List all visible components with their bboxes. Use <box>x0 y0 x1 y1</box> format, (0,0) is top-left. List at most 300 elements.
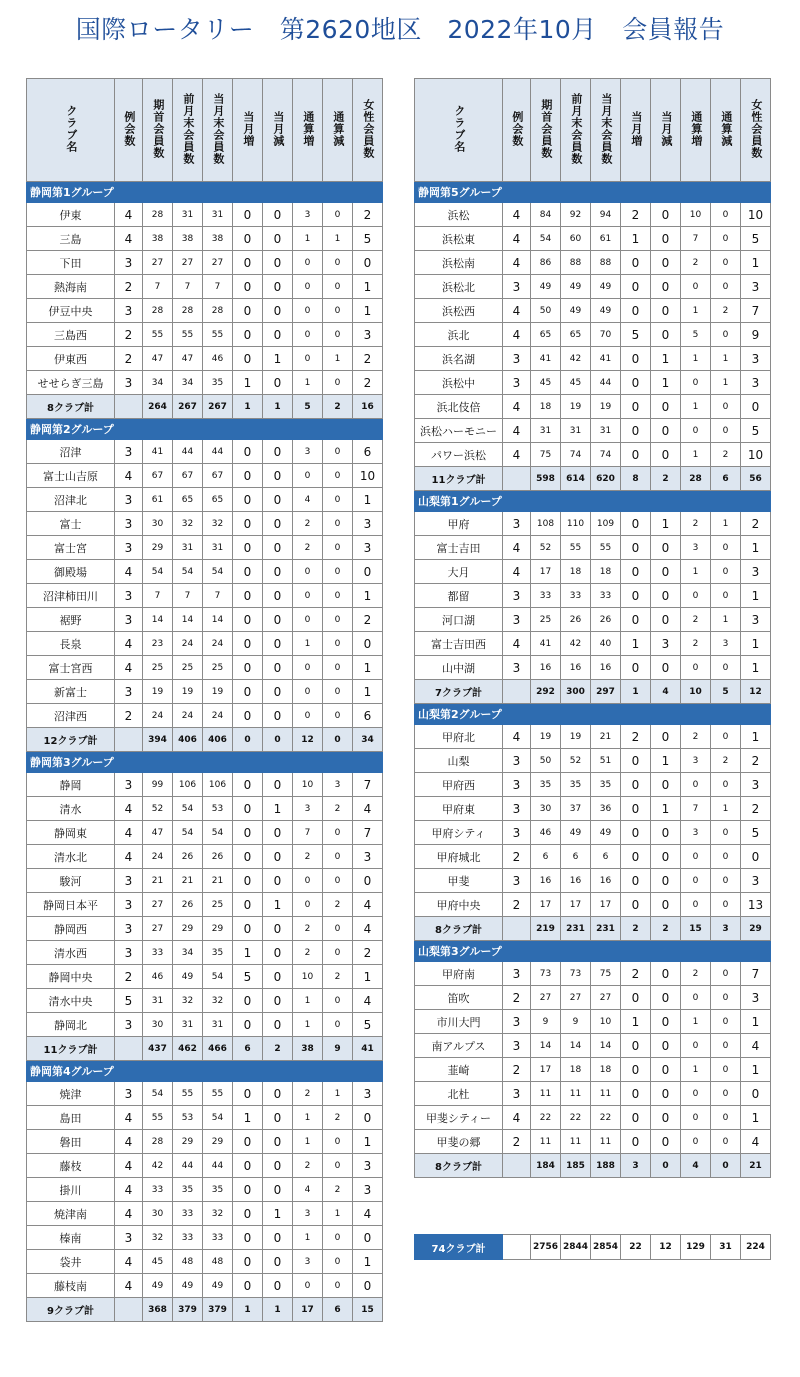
total-decrease: 3 <box>711 632 741 656</box>
female-members: 5 <box>353 1013 383 1037</box>
subtotal-month-decrease: 0 <box>651 1154 681 1178</box>
start-members: 14 <box>531 1034 561 1058</box>
month-decrease: 0 <box>263 536 293 560</box>
meetings: 4 <box>115 203 143 227</box>
subtotal-month-end-members: 466 <box>203 1037 233 1061</box>
month-decrease: 0 <box>651 275 681 299</box>
meetings: 4 <box>115 845 143 869</box>
total-increase: 0 <box>681 773 711 797</box>
header-prev-month-members <box>561 79 591 182</box>
month-decrease: 3 <box>651 632 681 656</box>
month-end-members: 18 <box>591 560 621 584</box>
month-decrease: 0 <box>651 893 681 917</box>
start-members: 27 <box>143 893 173 917</box>
total-increase: 7 <box>293 821 323 845</box>
meetings: 4 <box>503 203 531 227</box>
total-decrease: 2 <box>323 893 353 917</box>
female-members: 1 <box>353 584 383 608</box>
total-decrease: 0 <box>323 1250 353 1274</box>
total-increase: 0 <box>293 323 323 347</box>
subtotal-female-members: 15 <box>353 1298 383 1322</box>
club-name: 沼津柿田川 <box>27 584 115 608</box>
prev-month-members: 14 <box>173 608 203 632</box>
start-members: 19 <box>143 680 173 704</box>
month-end-members: 109 <box>591 512 621 536</box>
table-row <box>27 656 383 680</box>
subtotal-start-members: 219 <box>531 917 561 941</box>
female-members: 6 <box>353 440 383 464</box>
month-decrease: 0 <box>263 704 293 728</box>
start-members: 47 <box>143 821 173 845</box>
month-decrease: 0 <box>263 773 293 797</box>
female-members: 1 <box>353 656 383 680</box>
female-members: 4 <box>741 1130 771 1154</box>
month-end-members: 54 <box>203 821 233 845</box>
month-decrease: 0 <box>651 323 681 347</box>
club-name: せせらぎ三島 <box>27 371 115 395</box>
month-end-members: 25 <box>203 893 233 917</box>
start-members: 99 <box>143 773 173 797</box>
month-decrease: 0 <box>263 371 293 395</box>
start-members: 6 <box>531 845 561 869</box>
table-row <box>27 893 383 917</box>
club-name: 甲府東 <box>415 797 503 821</box>
club-name: 伊東 <box>27 203 115 227</box>
female-members: 4 <box>353 797 383 821</box>
subtotal-total-decrease: 6 <box>711 467 741 491</box>
header-total-decrease <box>711 79 741 182</box>
total-increase: 2 <box>681 608 711 632</box>
subtotal-prev-month-members: 231 <box>561 917 591 941</box>
meetings: 4 <box>115 797 143 821</box>
month-increase: 0 <box>233 275 263 299</box>
table-row <box>415 1058 771 1082</box>
club-name: 浜松 <box>415 203 503 227</box>
month-end-members: 65 <box>203 488 233 512</box>
subtotal-month-decrease: 4 <box>651 680 681 704</box>
total-increase: 1 <box>293 989 323 1013</box>
meetings: 3 <box>115 773 143 797</box>
month-increase: 0 <box>621 845 651 869</box>
club-name: 韮崎 <box>415 1058 503 1082</box>
month-increase: 0 <box>233 227 263 251</box>
total-increase: 0 <box>293 608 323 632</box>
start-members: 24 <box>143 704 173 728</box>
month-end-members: 54 <box>203 1106 233 1130</box>
month-end-members: 24 <box>203 632 233 656</box>
prev-month-members: 7 <box>173 584 203 608</box>
meetings: 4 <box>115 1130 143 1154</box>
total-decrease: 0 <box>711 1082 741 1106</box>
subtotal-total-increase: 38 <box>293 1037 323 1061</box>
start-members: 11 <box>531 1130 561 1154</box>
prev-month-members: 53 <box>173 1106 203 1130</box>
meetings: 4 <box>115 1106 143 1130</box>
meetings: 4 <box>115 656 143 680</box>
total-decrease: 0 <box>323 1013 353 1037</box>
total-increase: 0 <box>681 893 711 917</box>
prev-month-members: 29 <box>173 917 203 941</box>
meetings: 4 <box>115 632 143 656</box>
start-members: 21 <box>143 869 173 893</box>
total-decrease: 0 <box>711 893 741 917</box>
table-row <box>27 299 383 323</box>
female-members: 4 <box>353 1202 383 1226</box>
table-row <box>415 536 771 560</box>
female-members: 2 <box>741 512 771 536</box>
female-members: 13 <box>741 893 771 917</box>
total-decrease: 0 <box>323 821 353 845</box>
meetings: 4 <box>503 323 531 347</box>
table-row <box>415 632 771 656</box>
total-increase: 2 <box>681 632 711 656</box>
table-row <box>27 1274 383 1298</box>
table-row <box>27 584 383 608</box>
total-increase: 0 <box>293 299 323 323</box>
total-increase: 1 <box>681 1010 711 1034</box>
club-name: 御殿場 <box>27 560 115 584</box>
club-name: 清水西 <box>27 941 115 965</box>
header-female-members <box>741 79 771 182</box>
meetings: 3 <box>503 656 531 680</box>
start-members: 46 <box>531 821 561 845</box>
total-decrease: 0 <box>711 656 741 680</box>
prev-month-members: 33 <box>173 1226 203 1250</box>
table-row <box>415 962 771 986</box>
month-increase: 0 <box>621 1130 651 1154</box>
female-members: 6 <box>353 704 383 728</box>
month-decrease: 0 <box>651 773 681 797</box>
month-end-members: 106 <box>203 773 233 797</box>
female-members: 1 <box>353 680 383 704</box>
club-name: 焼津 <box>27 1082 115 1106</box>
prev-month-members: 32 <box>173 512 203 536</box>
female-members: 4 <box>353 917 383 941</box>
table-row <box>415 893 771 917</box>
month-end-members: 27 <box>203 251 233 275</box>
club-name: 伊豆中央 <box>27 299 115 323</box>
month-increase: 0 <box>233 536 263 560</box>
subtotal-total-decrease: 6 <box>323 1298 353 1322</box>
prev-month-members: 55 <box>173 1082 203 1106</box>
female-members: 2 <box>353 371 383 395</box>
group-header-row <box>27 182 383 203</box>
total-increase: 1 <box>293 1226 323 1250</box>
prev-month-members: 49 <box>561 299 591 323</box>
month-end-members: 74 <box>591 443 621 467</box>
month-end-members: 35 <box>203 941 233 965</box>
month-increase: 0 <box>621 536 651 560</box>
total-increase: 1 <box>681 299 711 323</box>
start-members: 27 <box>531 986 561 1010</box>
prev-month-members: 67 <box>173 464 203 488</box>
female-members: 0 <box>741 845 771 869</box>
total-decrease: 0 <box>323 584 353 608</box>
prev-month-members: 19 <box>561 395 591 419</box>
month-increase: 1 <box>621 227 651 251</box>
header-meetings <box>503 79 531 182</box>
total-decrease: 0 <box>711 845 741 869</box>
total-decrease: 0 <box>711 536 741 560</box>
total-decrease: 0 <box>711 1058 741 1082</box>
grand-total-month-increase: 22 <box>621 1235 651 1260</box>
prev-month-members: 31 <box>173 1013 203 1037</box>
club-name: 山梨 <box>415 749 503 773</box>
total-increase: 0 <box>293 251 323 275</box>
grand-total-month-decrease: 12 <box>651 1235 681 1260</box>
grand-total-month-end-members: 2854 <box>591 1235 621 1260</box>
start-members: 30 <box>143 512 173 536</box>
female-members: 1 <box>353 965 383 989</box>
month-increase: 0 <box>233 893 263 917</box>
total-increase: 1 <box>681 347 711 371</box>
meetings: 3 <box>503 512 531 536</box>
header-meetings <box>115 79 143 182</box>
female-members: 3 <box>741 869 771 893</box>
meetings: 3 <box>503 1010 531 1034</box>
meetings: 3 <box>115 251 143 275</box>
club-name: 清水 <box>27 797 115 821</box>
prev-month-members: 34 <box>173 941 203 965</box>
total-decrease: 3 <box>323 773 353 797</box>
subtotal-row <box>415 1154 771 1178</box>
start-members: 28 <box>143 203 173 227</box>
month-increase: 0 <box>233 323 263 347</box>
subtotal-meetings <box>503 917 531 941</box>
table-row <box>27 347 383 371</box>
prev-month-members: 42 <box>561 632 591 656</box>
meetings: 4 <box>503 251 531 275</box>
subtotal-total-decrease: 2 <box>323 395 353 419</box>
subtotal-month-increase: 6 <box>233 1037 263 1061</box>
month-increase: 0 <box>233 821 263 845</box>
subtotal-total-increase: 10 <box>681 680 711 704</box>
total-decrease: 0 <box>323 251 353 275</box>
subtotal-total-decrease: 0 <box>711 1154 741 1178</box>
female-members: 2 <box>353 608 383 632</box>
month-increase: 2 <box>621 203 651 227</box>
female-members: 1 <box>741 251 771 275</box>
table-row <box>27 797 383 821</box>
female-members: 1 <box>353 1130 383 1154</box>
month-increase: 0 <box>233 773 263 797</box>
month-increase: 0 <box>621 656 651 680</box>
month-increase: 0 <box>233 299 263 323</box>
subtotal-total-increase: 15 <box>681 917 711 941</box>
female-members: 3 <box>741 347 771 371</box>
total-decrease: 0 <box>711 725 741 749</box>
prev-month-members: 49 <box>561 821 591 845</box>
month-decrease: 0 <box>651 251 681 275</box>
club-name: 三島 <box>27 227 115 251</box>
meetings: 3 <box>115 440 143 464</box>
club-name: 南アルプス <box>415 1034 503 1058</box>
header-total-increase <box>293 79 323 182</box>
month-increase: 0 <box>233 797 263 821</box>
month-end-members: 21 <box>591 725 621 749</box>
female-members: 1 <box>741 656 771 680</box>
left-table-container <box>26 78 383 1322</box>
prev-month-members: 29 <box>173 1130 203 1154</box>
prev-month-members: 74 <box>561 443 591 467</box>
month-end-members: 53 <box>203 797 233 821</box>
month-increase: 1 <box>233 941 263 965</box>
female-members: 3 <box>741 986 771 1010</box>
start-members: 55 <box>143 1106 173 1130</box>
prev-month-members: 31 <box>561 419 591 443</box>
month-decrease: 0 <box>651 1058 681 1082</box>
subtotal-month-decrease: 0 <box>263 728 293 752</box>
subtotal-total-increase: 28 <box>681 467 711 491</box>
start-members: 55 <box>143 323 173 347</box>
month-increase: 5 <box>233 965 263 989</box>
club-name: 富士宮 <box>27 536 115 560</box>
group-header-row <box>415 704 771 725</box>
month-decrease: 0 <box>263 680 293 704</box>
female-members: 3 <box>353 536 383 560</box>
female-members: 7 <box>741 962 771 986</box>
grand-total-meetings <box>503 1235 531 1260</box>
total-increase: 1 <box>293 632 323 656</box>
club-name: 清水中央 <box>27 989 115 1013</box>
month-decrease: 0 <box>263 560 293 584</box>
month-increase: 0 <box>233 440 263 464</box>
total-decrease: 0 <box>711 323 741 347</box>
group-header-row <box>27 419 383 440</box>
table-row <box>27 464 383 488</box>
month-increase: 0 <box>233 488 263 512</box>
female-members: 3 <box>353 1178 383 1202</box>
month-increase: 0 <box>233 512 263 536</box>
meetings: 3 <box>115 893 143 917</box>
female-members: 3 <box>741 371 771 395</box>
club-name: 伊東西 <box>27 347 115 371</box>
table-row <box>27 1082 383 1106</box>
meetings: 3 <box>503 1034 531 1058</box>
subtotal-meetings <box>115 395 143 419</box>
start-members: 23 <box>143 632 173 656</box>
meetings: 4 <box>115 227 143 251</box>
month-decrease: 0 <box>263 941 293 965</box>
subtotal-start-members: 264 <box>143 395 173 419</box>
club-name: 市川大門 <box>415 1010 503 1034</box>
total-increase: 0 <box>681 1106 711 1130</box>
month-end-members: 38 <box>203 227 233 251</box>
total-increase: 1 <box>293 227 323 251</box>
total-increase: 0 <box>681 1130 711 1154</box>
start-members: 29 <box>143 536 173 560</box>
start-members: 31 <box>531 419 561 443</box>
female-members: 0 <box>353 1226 383 1250</box>
header-label: クラブ名 <box>64 104 78 153</box>
meetings: 3 <box>115 371 143 395</box>
club-name: 沼津北 <box>27 488 115 512</box>
month-end-members: 36 <box>591 797 621 821</box>
table-row <box>27 773 383 797</box>
start-members: 16 <box>531 869 561 893</box>
table-row <box>415 275 771 299</box>
club-name: 静岡西 <box>27 917 115 941</box>
total-increase: 2 <box>293 512 323 536</box>
meetings: 3 <box>503 821 531 845</box>
subtotal-female-members: 34 <box>353 728 383 752</box>
grand-total-female-members: 224 <box>741 1235 771 1260</box>
month-increase: 0 <box>621 821 651 845</box>
club-name: パワー浜松 <box>415 443 503 467</box>
month-increase: 0 <box>233 917 263 941</box>
subtotal-month-end-members: 406 <box>203 728 233 752</box>
month-end-members: 31 <box>203 203 233 227</box>
meetings: 3 <box>503 1082 531 1106</box>
grand-total-container <box>414 1234 771 1260</box>
start-members: 42 <box>143 1154 173 1178</box>
month-decrease: 0 <box>263 1013 293 1037</box>
prev-month-members: 32 <box>173 989 203 1013</box>
month-increase: 0 <box>621 1082 651 1106</box>
header-label: 前月末会員数 <box>181 92 195 165</box>
female-members: 5 <box>353 227 383 251</box>
club-name: 浜松東 <box>415 227 503 251</box>
club-name: 浜松中 <box>415 371 503 395</box>
total-increase: 0 <box>681 1034 711 1058</box>
total-increase: 0 <box>681 986 711 1010</box>
subtotal-row <box>27 395 383 419</box>
total-increase: 1 <box>293 371 323 395</box>
month-increase: 0 <box>621 869 651 893</box>
subtotal-month-end-members: 297 <box>591 680 621 704</box>
prev-month-members: 35 <box>561 773 591 797</box>
header-label: 期首会員数 <box>539 98 553 159</box>
prev-month-members: 18 <box>561 1058 591 1082</box>
club-name: 静岡北 <box>27 1013 115 1037</box>
meetings: 3 <box>115 512 143 536</box>
month-end-members: 33 <box>203 1226 233 1250</box>
month-decrease: 0 <box>651 725 681 749</box>
table-row <box>27 632 383 656</box>
month-end-members: 28 <box>203 299 233 323</box>
club-name: 袋井 <box>27 1250 115 1274</box>
start-members: 33 <box>143 1178 173 1202</box>
total-decrease: 2 <box>323 1106 353 1130</box>
total-increase: 10 <box>293 773 323 797</box>
month-decrease: 0 <box>651 1082 681 1106</box>
month-increase: 0 <box>621 584 651 608</box>
header-prev-month-members <box>173 79 203 182</box>
total-decrease: 0 <box>711 1010 741 1034</box>
total-decrease: 1 <box>711 512 741 536</box>
meetings: 4 <box>503 560 531 584</box>
group-name: 静岡第4グループ <box>27 1061 383 1082</box>
meetings: 4 <box>503 1106 531 1130</box>
female-members: 1 <box>741 632 771 656</box>
month-end-members: 22 <box>591 1106 621 1130</box>
total-increase: 1 <box>681 1058 711 1082</box>
month-decrease: 0 <box>263 275 293 299</box>
subtotal-total-decrease: 9 <box>323 1037 353 1061</box>
month-end-members: 35 <box>203 371 233 395</box>
month-increase: 0 <box>233 1250 263 1274</box>
start-members: 54 <box>531 227 561 251</box>
header-row <box>415 79 771 182</box>
club-name: 長泉 <box>27 632 115 656</box>
subtotal-total-increase: 4 <box>681 1154 711 1178</box>
table-row <box>415 560 771 584</box>
total-increase: 0 <box>681 371 711 395</box>
subtotal-meetings <box>115 1298 143 1322</box>
start-members: 7 <box>143 275 173 299</box>
meetings: 4 <box>115 1202 143 1226</box>
prev-month-members: 49 <box>561 275 591 299</box>
